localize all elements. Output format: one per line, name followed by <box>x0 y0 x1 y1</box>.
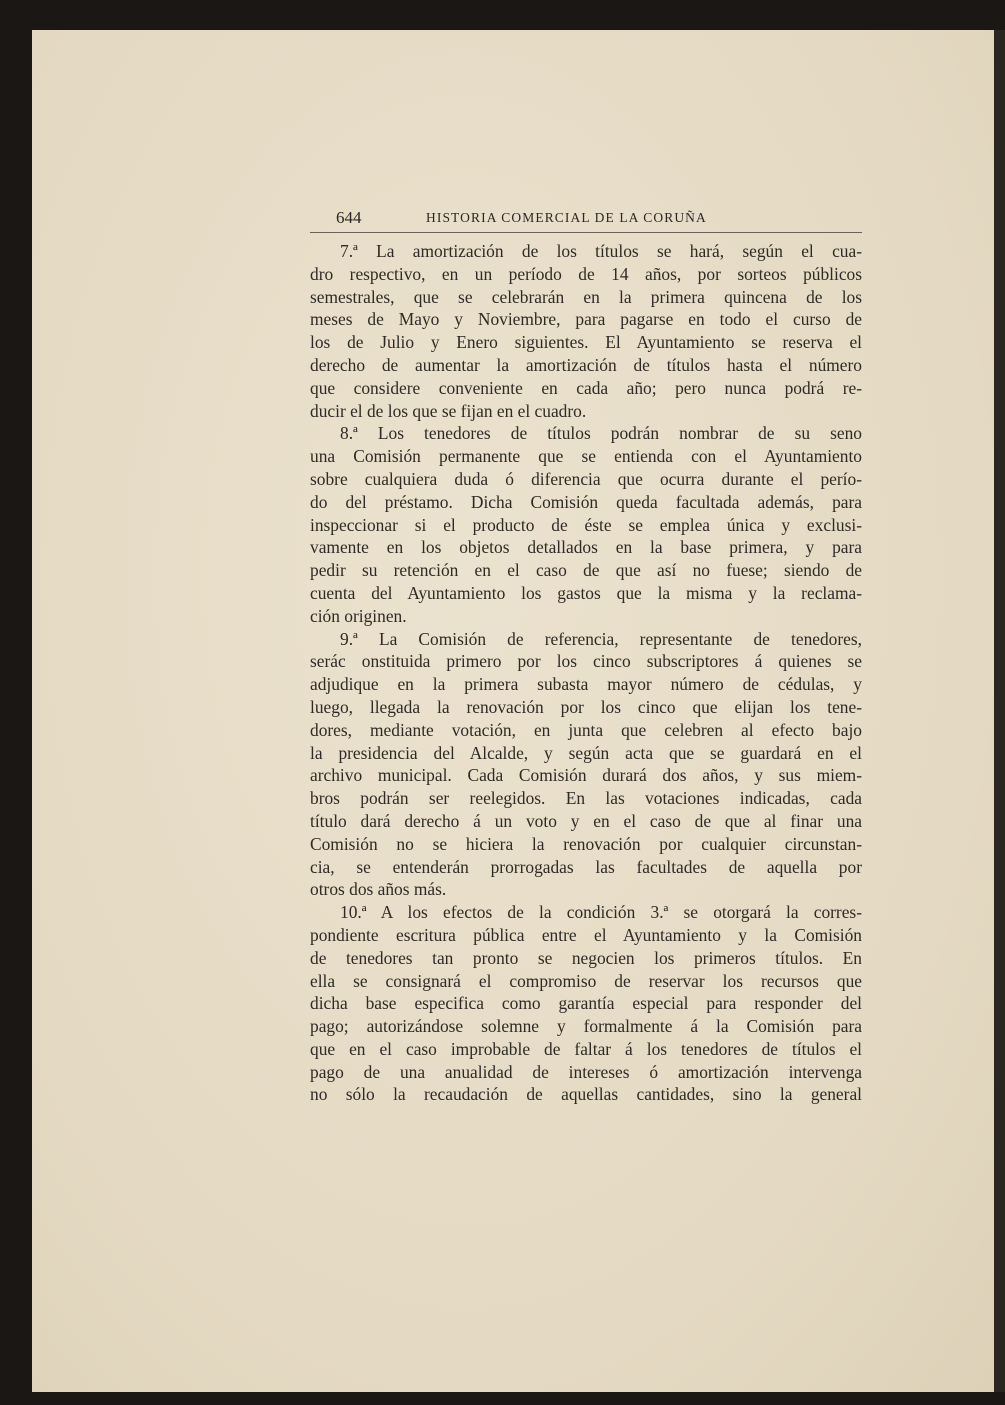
text-line: los de Julio y Enero siguientes. El Ayuntamiento se reserva el <box>310 332 862 353</box>
text-line: inspeccionar si el producto de éste se emplea única y exclusi- <box>310 514 862 535</box>
text-line: serác onstituida primero por los cinco subscriptores á quienes se <box>310 651 862 672</box>
text-line: adjudique en la primera subasta mayor número de cédulas, y <box>310 674 862 695</box>
text-line: dicha base especifica como garantía especial para responder del <box>310 993 862 1014</box>
text-line: 7.ª La amortización de los títulos se hará, según el cua- <box>340 241 862 261</box>
text-line: dro respectivo, en un período de 14 años, por sorteos públicos <box>310 263 862 284</box>
text-line: pago; autorizándose solemne y formalmente á la Comisión para <box>310 1016 862 1037</box>
text-line: título dará derecho á un voto y en el caso de que al finar una <box>310 810 862 831</box>
text-line: que en el caso improbable de faltar á los tenedores de títulos el <box>310 1038 862 1059</box>
text-line: cuenta del Ayuntamiento los gastos que la misma y la reclama- <box>310 582 862 603</box>
text-line: archivo municipal. Cada Comisión durará dos años, y sus miem- <box>310 765 862 786</box>
page-number: 644 <box>336 208 362 227</box>
text-line: pedir su retención en el caso de que así no fuese; siendo de <box>310 560 862 581</box>
page-header <box>310 208 862 233</box>
text-line: 10.ª A los efectos de la condición 3.ª se otorgará la corres- <box>340 902 862 923</box>
text-line: luego, llegada la renovación por los cinco que elijan los tene- <box>310 696 862 717</box>
text-line: que considere conveniente en cada año; pero nunca podrá re- <box>310 377 862 398</box>
text-line: sobre cualquiera duda ó diferencia que ocurra durante el perío- <box>310 468 862 489</box>
text-line: Comisión no se hiciera la renovación por cualquier circunstan- <box>310 833 862 854</box>
text-line: bros podrán ser reelegidos. En las votaciones indicadas, cada <box>310 788 862 809</box>
text-line: otros dos años más. <box>310 879 447 900</box>
text-line: ella se consignará el compromiso de reservar los recursos que <box>310 970 862 991</box>
page-edge <box>994 30 1005 1392</box>
text-line: do del préstamo. Dicha Comisión queda facultada además, para <box>310 491 862 512</box>
text-line: no sólo la recaudación de aquellas cantidades, sino la general <box>310 1084 862 1105</box>
body-text <box>310 240 862 1106</box>
text-line: semestrales, que se celebrarán en la primera quincena de los <box>310 286 862 307</box>
text-line: pondiente escritura pública entre el Ayuntamiento y la Comisión <box>310 924 862 945</box>
running-title: HISTORIA COMERCIAL DE LA CORUÑA <box>426 210 707 225</box>
text-line: dores, mediante votación, en junta que celebren al efecto bajo <box>310 719 862 740</box>
text-line: la presidencia del Alcalde, y según acta que se guardará en el <box>310 742 862 763</box>
text-line: una Comisión permanente que se entienda con el Ayuntamiento <box>310 446 862 467</box>
text-line: derecho de aumentar la amortización de títulos hasta el número <box>310 354 862 375</box>
text-line: 8.ª Los tenedores de títulos podrán nombrar de su seno <box>340 423 862 444</box>
text-line: pago de una anualidad de intereses ó amortización intervenga <box>310 1061 862 1082</box>
text-line: 9.ª La Comisión de referencia, representante de tenedores, <box>340 628 862 649</box>
text-line: cia, se entenderán prorrogadas las facultades de aquella por <box>310 856 862 877</box>
text-line: meses de Mayo y Noviembre, para pagarse en todo el curso de <box>310 309 862 330</box>
text-line: vamente en los objetos detallados en la base primera, y para <box>310 537 862 558</box>
text-line: ducir el de los que se fijan en el cuadro. <box>310 400 587 421</box>
text-line: ción originen. <box>310 605 407 626</box>
text-line: de tenedores tan pronto se negocien los primeros títulos. En <box>310 947 862 968</box>
